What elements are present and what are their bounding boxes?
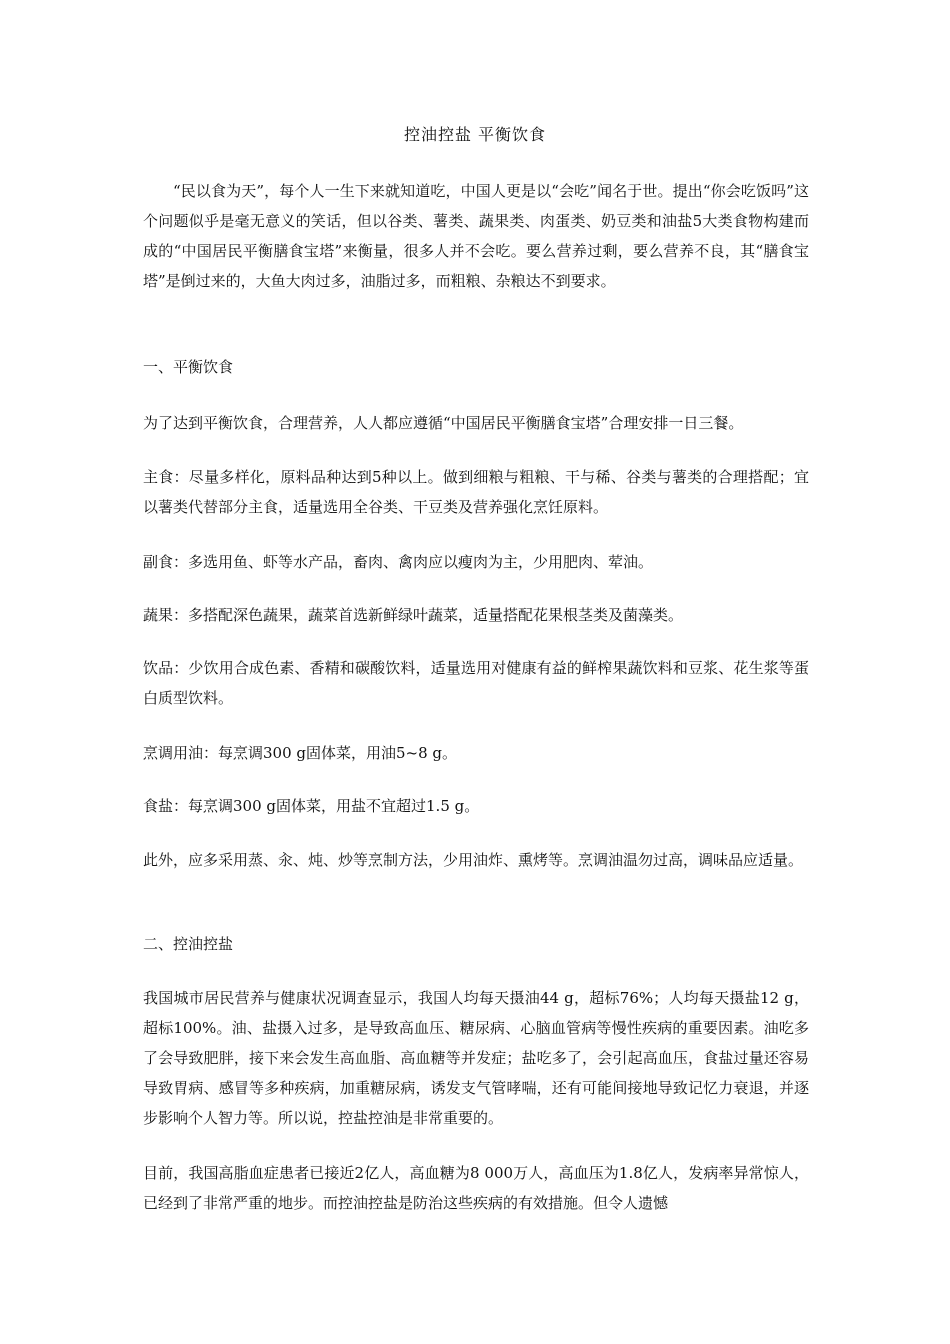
document-title: 控油控盐 平衡饮食 [403,125,547,144]
disease-statistics-paragraph: 目前，我国高脂血症患者已接近2亿人，高血糖为8 000万人，高血压为1.8亿人，发病率异常惊人，已经到了非常严重的地步。而控油控盐是防治这些疾病的有效措施。但令人遗憾 [143,1164,809,1212]
cooking-oil-paragraph: 烹调用油：每烹调300 g固体菜，用油5~8 g。 [143,744,458,762]
oil-salt-survey-paragraph: 我国城市居民营养与健康状况调查显示，我国人均每天摄油44 g，超标76%；人均每天摄盐12 g，超标100%。油、盐摄入过多，是导致高血压、糖尿病、心脑血管病等慢性疾病的重要因素。油吃多了会导致肥胖，接下来会发生高血脂、高血糖等并发症；盐吃多了，会引起高血压，食盐过量还容易导致胃病、感冒等多种疾病，加重糖尿病，诱发支气管哮喘，还有可能间接地导致记忆力衰退，并逐步影响个人智力等。所以说，控盐控油是非常重要的。 [143,989,809,1127]
section-heading-oil-salt-control: 二、控油控盐 [143,935,234,953]
salt-paragraph: 食盐：每烹调300 g固体菜，用盐不宜超过1.5 g。 [143,797,480,815]
section-heading-balanced-diet: 一、平衡饮食 [143,358,234,376]
cooking-methods-paragraph: 此外，应多采用蒸、汆、炖、炒等烹制方法，少用油炸、熏烤等。烹调油温勿过高，调味品应适量。 [143,851,804,869]
staple-food-paragraph: 主食：尽量多样化，原料品种达到5种以上。做到细粮与粗粮、干与稀、谷类与薯类的合理搭配；宜以薯类代替部分主食，适量选用全谷类、干豆类及营养强化烹饪原料。 [143,468,809,516]
balanced-diet-intro: 为了达到平衡饮食，合理营养，人人都应遵循“中国居民平衡膳食宝塔”合理安排一日三餐。 [143,414,744,432]
side-dish-paragraph: 副食：多选用鱼、虾等水产品，畜肉、禽肉应以瘦肉为主，少用肥肉、荤油。 [143,553,654,571]
drinks-paragraph: 饮品：少饮用合成色素、香精和碳酸饮料，适量选用对健康有益的鲜榨果蔬饮料和豆浆、花生浆等蛋白质型饮料。 [143,659,809,707]
vegetables-fruits-paragraph: 蔬果：多搭配深色蔬果，蔬菜首选新鲜绿叶蔬菜，适量搭配花果根茎类及菌藻类。 [143,606,684,624]
intro-paragraph: “民以食为天”，每个人一生下来就知道吃，中国人更是以“会吃”闻名于世。提出“你会吃饭吗”这个问题似乎是毫无意义的笑话，但以谷类、薯类、蔬果类、肉蛋类、奶豆类和油盐5大类食物构建而成的“中国居民平衡膳食宝塔”来衡量，很多人并不会吃。要么营养过剩，要么营养不良，其“膳食宝塔”是倒过来的，大鱼大肉过多，油脂过多，而粗粮、杂粮达不到要求。 [143,182,809,290]
